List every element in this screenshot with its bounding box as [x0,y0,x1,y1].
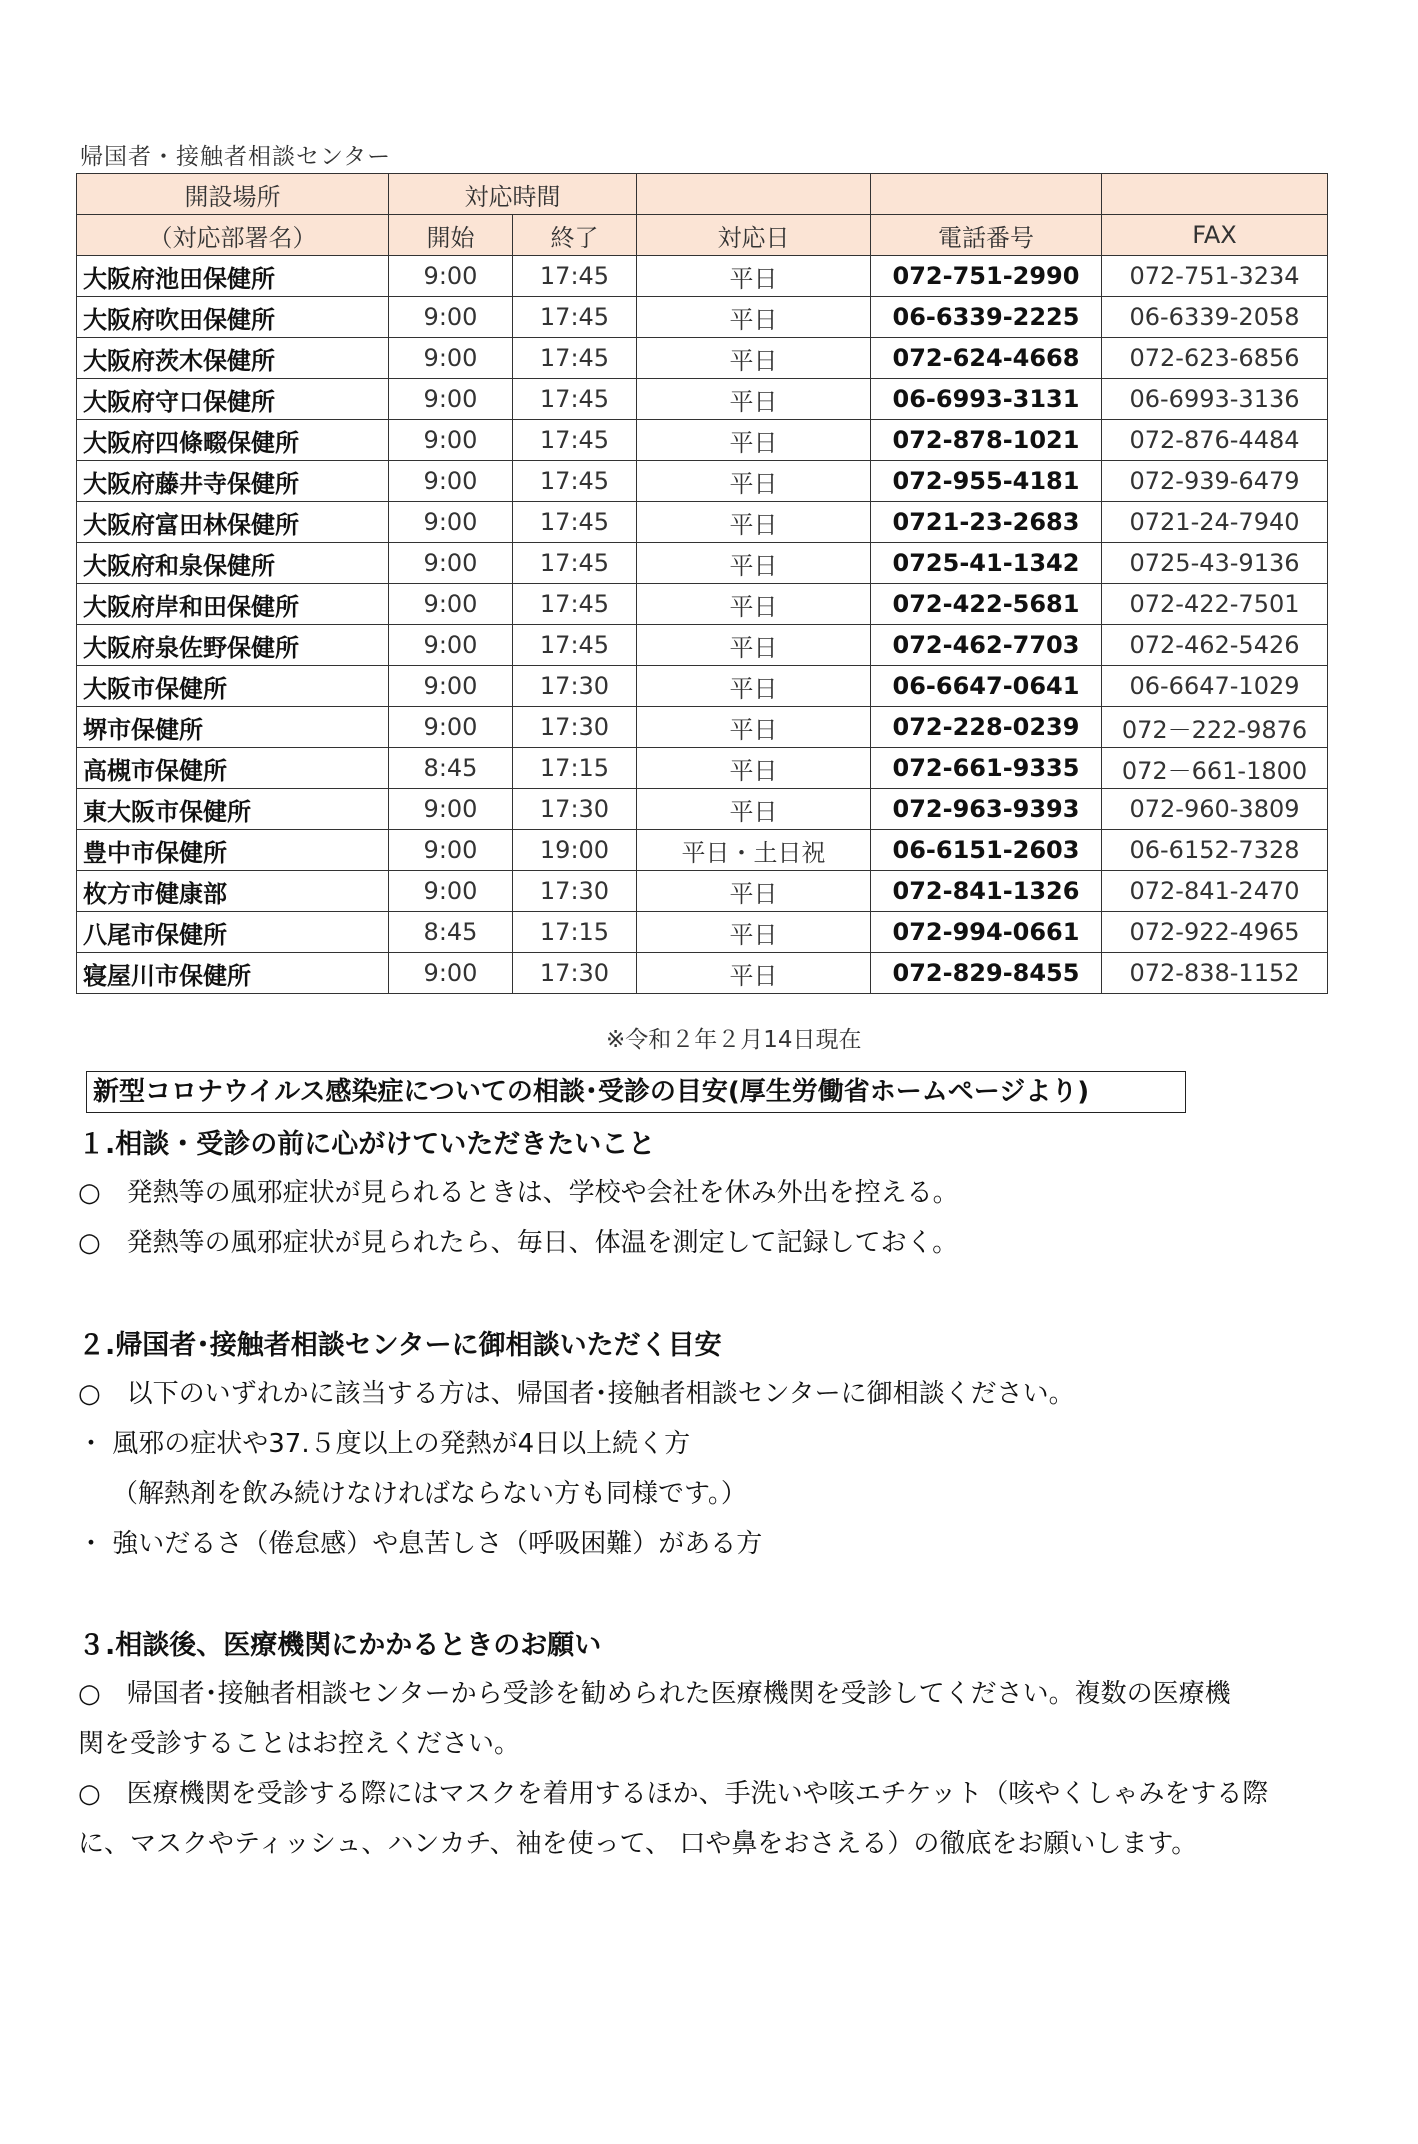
cell-name: 大阪府和泉保健所 [77,543,389,584]
section2-heading: ２.帰国者･接触者相談センターに御相談いただく目安 [78,1330,722,1361]
cell-days: 平日 [637,748,871,789]
section3-line: ○ 帰国者･接触者相談センターから受診を勧められた医療機関を受診してください。複数の医療機 [78,1679,1231,1709]
cell-tel: 072-422-5681 [871,584,1102,625]
section3-heading: ３.相談後、医療機関にかかるときのお願い [78,1630,602,1661]
cell-days: 平日 [637,338,871,379]
section2-line: ・ 風邪の症状や37.５度以上の発熱が4日以上続く方 [78,1429,691,1459]
guide-title: 新型コロナウイルス感染症についての相談･受診の目安(厚生労働省ホームページより) [86,1071,1186,1113]
cell-days: 平日 [637,953,871,994]
cell-days: 平日 [637,543,871,584]
cell-name: 大阪府四條畷保健所 [77,420,389,461]
cell-name: 大阪府守口保健所 [77,379,389,420]
cell-fax: 072-623-6856 [1102,338,1328,379]
cell-tel: 072-829-8455 [871,953,1102,994]
cell-fax: 06-6339-2058 [1102,297,1328,338]
cell-fax: 06-6993-3136 [1102,379,1328,420]
cell-tel: 072-462-7703 [871,625,1102,666]
header-blank [1102,174,1328,215]
cell-fax: 072-751-3234 [1102,256,1328,297]
cell-end: 17:45 [513,338,637,379]
cell-fax: 072-838-1152 [1102,953,1328,994]
cell-fax: 072-876-4484 [1102,420,1328,461]
cell-end: 17:30 [513,871,637,912]
cell-name: 大阪府吹田保健所 [77,297,389,338]
cell-name: 寝屋川市保健所 [77,953,389,994]
header-blank [871,174,1102,215]
cell-end: 17:15 [513,748,637,789]
section2-line: ・ 強いだるさ（倦怠感）や息苦しさ（呼吸困難）がある方 [78,1529,763,1559]
cell-tel: 06-6647-0641 [871,666,1102,707]
header-days: 対応日 [637,215,871,256]
cell-days: 平日 [637,297,871,338]
table-row [77,707,1328,748]
table-row [77,912,1328,953]
cell-days: 平日 [637,584,871,625]
table-row [77,666,1328,707]
cell-start: 9:00 [389,789,513,830]
cell-tel: 0725-41-1342 [871,543,1102,584]
cell-tel: 06-6151-2603 [871,830,1102,871]
cell-end: 17:45 [513,379,637,420]
header-tel: 電話番号 [871,215,1102,256]
section1-line: ○ 発熱等の風邪症状が見られるときは、学校や会社を休み外出を控える。 [78,1178,959,1208]
cell-end: 17:45 [513,584,637,625]
cell-end: 17:30 [513,666,637,707]
cell-start: 9:00 [389,379,513,420]
section1-heading: １.相談・受診の前に心がけていただきたいこと [78,1129,656,1160]
header-blank [637,174,871,215]
cell-start: 9:00 [389,666,513,707]
table-row [77,297,1328,338]
table-row [77,830,1328,871]
cell-start: 9:00 [389,543,513,584]
cell-fax: 06-6152-7328 [1102,830,1328,871]
cell-end: 17:45 [513,502,637,543]
cell-start: 9:00 [389,256,513,297]
cell-end: 17:45 [513,461,637,502]
cell-tel: 072-841-1326 [871,871,1102,912]
cell-name: 大阪府岸和田保健所 [77,584,389,625]
cell-end: 17:30 [513,953,637,994]
cell-start: 9:00 [389,338,513,379]
cell-name: 大阪市保健所 [77,666,389,707]
cell-start: 9:00 [389,953,513,994]
cell-name: 大阪府富田林保健所 [77,502,389,543]
cell-name: 大阪府池田保健所 [77,256,389,297]
cell-tel: 072-878-1021 [871,420,1102,461]
cell-start: 9:00 [389,420,513,461]
consultation-center-table [76,173,1328,994]
cell-name: 大阪府藤井寺保健所 [77,461,389,502]
cell-name: 大阪府泉佐野保健所 [77,625,389,666]
cell-start: 9:00 [389,461,513,502]
cell-days: 平日 [637,707,871,748]
cell-days: 平日 [637,625,871,666]
cell-days: 平日・土日祝 [637,830,871,871]
cell-fax: 072-422-7501 [1102,584,1328,625]
cell-name: 大阪府茨木保健所 [77,338,389,379]
table-caption: 帰国者・接触者相談センター [80,144,392,170]
section2-line: ○ 以下のいずれかに該当する方は、帰国者･接触者相談センターに御相談ください。 [78,1379,1075,1409]
cell-start: 9:00 [389,830,513,871]
cell-start: 9:00 [389,625,513,666]
table-header-row [77,174,1328,215]
table-row [77,953,1328,994]
table-row [77,748,1328,789]
table-header-row [77,215,1328,256]
table-row [77,502,1328,543]
table-row [77,379,1328,420]
cell-name: 枚方市健康部 [77,871,389,912]
cell-fax: 072－222-9876 [1102,707,1328,748]
cell-name: 豊中市保健所 [77,830,389,871]
cell-end: 17:45 [513,420,637,461]
cell-tel: 072-963-9393 [871,789,1102,830]
cell-end: 17:15 [513,912,637,953]
cell-name: 堺市保健所 [77,707,389,748]
table-row [77,338,1328,379]
table-row [77,584,1328,625]
table-row [77,420,1328,461]
table-row [77,789,1328,830]
cell-days: 平日 [637,379,871,420]
cell-days: 平日 [637,420,871,461]
section3-line: ○ 医療機関を受診する際にはマスクを着用するほか、手洗いや咳エチケット（咳やくしゃみをする際 [78,1779,1269,1809]
header-fax: FAX [1102,215,1328,256]
cell-tel: 072-994-0661 [871,912,1102,953]
cell-start: 8:45 [389,912,513,953]
cell-fax: 0721-24-7940 [1102,502,1328,543]
cell-fax: 06-6647-1029 [1102,666,1328,707]
section2-line: （解熱剤を飲み続けなければならない方も同様です。） [112,1479,747,1509]
cell-start: 9:00 [389,707,513,748]
cell-days: 平日 [637,871,871,912]
cell-name: 東大阪市保健所 [77,789,389,830]
cell-tel: 072-624-4668 [871,338,1102,379]
cell-fax: 0725-43-9136 [1102,543,1328,584]
cell-end: 17:45 [513,543,637,584]
cell-days: 平日 [637,666,871,707]
header-place: 開設場所 [77,174,389,215]
cell-start: 9:00 [389,502,513,543]
cell-start: 8:45 [389,748,513,789]
section3-line: に、マスクやティッシュ、ハンカチ、袖を使って、 口や鼻をおさえる）の徹底をお願いします。 [78,1829,1198,1859]
cell-end: 17:30 [513,789,637,830]
header-department: （対応部署名） [77,215,389,256]
cell-start: 9:00 [389,871,513,912]
table-row [77,871,1328,912]
section3-line: 関を受診することはお控えください。 [78,1729,521,1759]
cell-end: 19:00 [513,830,637,871]
cell-fax: 072-841-2470 [1102,871,1328,912]
cell-tel: 0721-23-2683 [871,502,1102,543]
cell-tel: 072-751-2990 [871,256,1102,297]
cell-fax: 072-939-6479 [1102,461,1328,502]
cell-fax: 072-960-3809 [1102,789,1328,830]
section1-line: ○ 発熱等の風邪症状が見られたら、毎日、体温を測定して記録しておく。 [78,1228,959,1258]
cell-days: 平日 [637,461,871,502]
cell-fax: 072-462-5426 [1102,625,1328,666]
cell-tel: 072-228-0239 [871,707,1102,748]
cell-name: 八尾市保健所 [77,912,389,953]
cell-days: 平日 [637,789,871,830]
cell-name: 高槻市保健所 [77,748,389,789]
cell-start: 9:00 [389,297,513,338]
cell-end: 17:45 [513,625,637,666]
table-row [77,461,1328,502]
cell-tel: 072-955-4181 [871,461,1102,502]
cell-fax: 072-922-4965 [1102,912,1328,953]
table-row [77,625,1328,666]
cell-days: 平日 [637,912,871,953]
cell-days: 平日 [637,502,871,543]
as-of-note: ※令和２年２月14日現在 [606,1027,862,1053]
header-start: 開始 [389,215,513,256]
cell-end: 17:45 [513,256,637,297]
cell-fax: 072－661-1800 [1102,748,1328,789]
cell-start: 9:00 [389,584,513,625]
cell-tel: 06-6993-3131 [871,379,1102,420]
header-end: 終了 [513,215,637,256]
table-row [77,543,1328,584]
cell-end: 17:45 [513,297,637,338]
cell-tel: 072-661-9335 [871,748,1102,789]
table-row [77,256,1328,297]
cell-days: 平日 [637,256,871,297]
cell-end: 17:30 [513,707,637,748]
cell-tel: 06-6339-2225 [871,297,1102,338]
header-hours: 対応時間 [389,174,637,215]
